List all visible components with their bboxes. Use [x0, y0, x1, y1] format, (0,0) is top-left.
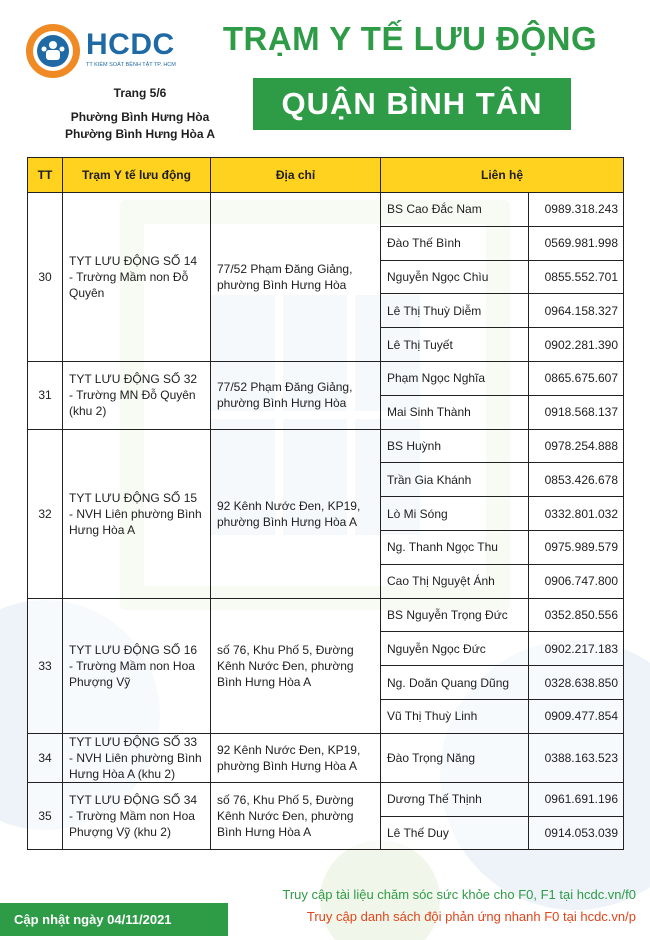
- hcdc-logo: [24, 22, 184, 82]
- contact-phone: 0388.163.523: [529, 733, 624, 782]
- contact-phone: 0918.568.137: [529, 395, 624, 429]
- page-title: TRẠM Y TẾ LƯU ĐỘNG: [222, 20, 598, 57]
- contact-phone: 0865.675.607: [529, 361, 624, 395]
- ward-name: Phường Bình Hưng Hòa: [70, 110, 210, 124]
- contact-name: BS Cao Đắc Nam: [381, 193, 529, 227]
- contact-phone: 0332.801.032: [529, 497, 624, 531]
- contact-name: Dương Thế Thịnh: [381, 782, 529, 816]
- contact-phone: 0978.254.888: [529, 429, 624, 463]
- contact-name: Nguyễn Ngọc Đức: [381, 632, 529, 666]
- station-name: TYT LƯU ĐỘNG SỐ 33 - NVH Liên phường Bình Hưng Hòa A (khu 2): [63, 733, 211, 782]
- contact-name: Lê Thị Tuyết: [381, 328, 529, 362]
- contact-name: BS Huỳnh: [381, 429, 529, 463]
- station-address: số 76, Khu Phố 5, Đường Kênh Nước Đen, phường Bình Hưng Hòa A: [211, 782, 381, 850]
- column-header-tt: TT: [28, 158, 63, 193]
- table-row: [28, 598, 624, 632]
- table-row: [28, 733, 624, 782]
- station-address: số 76, Khu Phố 5, Đường Kênh Nước Đen, phường Bình Hưng Hòa A: [211, 598, 381, 733]
- contact-name: Đào Thế Bình: [381, 226, 529, 260]
- station-number: 35: [28, 782, 63, 850]
- contact-name: Lê Thế Duy: [381, 816, 529, 850]
- update-date: Cập nhật ngày 04/11/2021: [0, 903, 228, 936]
- column-header-address: Địa chỉ: [211, 158, 381, 193]
- hcdc-logo-icon: [24, 22, 82, 80]
- column-header-station: Trạm Y tế lưu động: [63, 158, 211, 193]
- contact-name: Lò Mi Sóng: [381, 497, 529, 531]
- station-number: 33: [28, 598, 63, 733]
- column-header-contact: Liên hệ: [381, 158, 624, 193]
- station-number: 31: [28, 361, 63, 429]
- contact-name: Lê Thị Thuỳ Diễm: [381, 294, 529, 328]
- contact-phone: 0902.217.183: [529, 632, 624, 666]
- table-header-row: [28, 158, 624, 193]
- contact-phone: 0975.989.579: [529, 530, 624, 564]
- contact-phone: 0569.981.998: [529, 226, 624, 260]
- station-address: 77/52 Phạm Đăng Giảng, phường Bình Hưng Hòa: [211, 193, 381, 362]
- station-name: TYT LƯU ĐỘNG SỐ 34 - Trường Mầm non Hoa Phượng Vỹ (khu 2): [63, 782, 211, 850]
- station-number: 30: [28, 193, 63, 362]
- station-address: 77/52 Phạm Đăng Giảng, phường Bình Hưng Hòa: [211, 361, 381, 429]
- contact-phone: 0906.747.800: [529, 564, 624, 598]
- station-name: TYT LƯU ĐỘNG SỐ 32 - Trường MN Đỗ Quyên (khu 2): [63, 361, 211, 429]
- page-number: Trang 5/6: [113, 86, 167, 100]
- contact-name: Ng. Doãn Quang Dũng: [381, 666, 529, 700]
- station-address: 92 Kênh Nước Đen, KP19, phường Bình Hưng Hòa A: [211, 429, 381, 598]
- station-number: 34: [28, 733, 63, 782]
- ward-name: Phường Bình Hưng Hòa A: [64, 127, 216, 141]
- station-table: [27, 157, 624, 850]
- station-number: 32: [28, 429, 63, 598]
- contact-phone: 0853.426.678: [529, 463, 624, 497]
- contact-name: Nguyễn Ngọc Chìu: [381, 260, 529, 294]
- contact-name: Phạm Ngọc Nghĩa: [381, 361, 529, 395]
- footer-link-f0[interactable]: Truy cập tài liệu chăm sóc sức khỏe cho F0, F1 tại hcdc.vn/f0: [282, 887, 636, 902]
- table-row: [28, 361, 624, 395]
- footer-link-response-team[interactable]: Truy cập danh sách đội phản ứng nhanh F0 tại hcdc.vn/p: [306, 909, 636, 924]
- station-address: 92 Kênh Nước Đen, KP19, phường Bình Hưng Hòa A: [211, 733, 381, 782]
- contact-phone: 0914.053.039: [529, 816, 624, 850]
- contact-phone: 0328.638.850: [529, 666, 624, 700]
- contact-name: Mai Sinh Thành: [381, 395, 529, 429]
- contact-phone: 0855.552.701: [529, 260, 624, 294]
- station-name: TYT LƯU ĐỘNG SỐ 15 - NVH Liên phường Bình Hưng Hòa A: [63, 429, 211, 598]
- station-name: TYT LƯU ĐỘNG SỐ 14 - Trường Mầm non Đỗ Quyên: [63, 193, 211, 362]
- table-row: [28, 429, 624, 463]
- contact-phone: 0909.477.854: [529, 699, 624, 733]
- contact-name: BS Nguyễn Trọng Đức: [381, 598, 529, 632]
- contact-name: Ng. Thanh Ngọc Thu: [381, 530, 529, 564]
- contact-phone: 0902.281.390: [529, 328, 624, 362]
- table-row: [28, 782, 624, 816]
- contact-name: Đào Trọng Năng: [381, 733, 529, 782]
- logo-subtitle: TT KIỂM SOÁT BỆNH TẬT TP. HCM: [86, 62, 176, 68]
- logo-name: HCDC: [86, 28, 175, 61]
- station-name: TYT LƯU ĐỘNG SỐ 16 - Trường Mầm non Hoa Phượng Vỹ: [63, 598, 211, 733]
- contact-name: Cao Thị Nguyệt Ánh: [381, 564, 529, 598]
- table-row: [28, 193, 624, 227]
- contact-name: Trần Gia Khánh: [381, 463, 529, 497]
- contact-name: Vũ Thị Thuỳ Linh: [381, 699, 529, 733]
- contact-phone: 0961.691.196: [529, 782, 624, 816]
- contact-phone: 0989.318.243: [529, 193, 624, 227]
- contact-phone: 0964.158.327: [529, 294, 624, 328]
- district-banner: QUẬN BÌNH TÂN: [253, 78, 571, 130]
- contact-phone: 0352.850.556: [529, 598, 624, 632]
